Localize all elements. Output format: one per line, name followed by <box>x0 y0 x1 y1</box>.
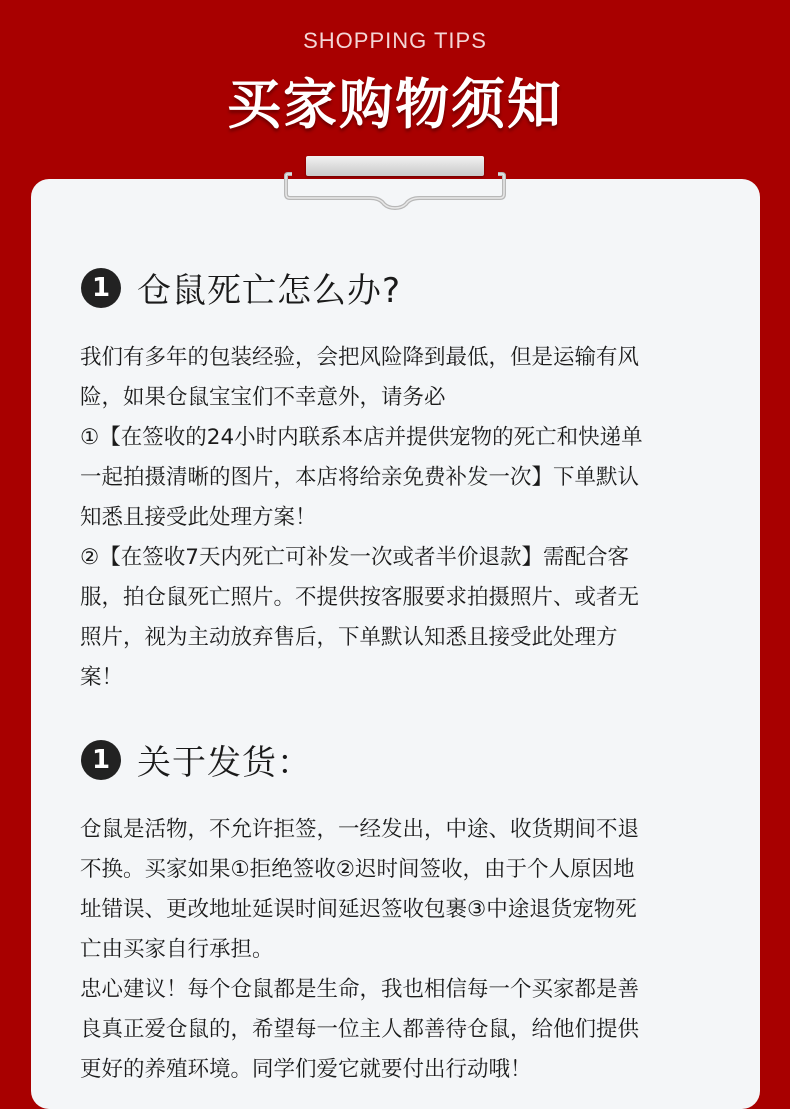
section-number-badge: 1 <box>81 740 121 780</box>
body-line: 我们有多年的包装经验，会把风险降到最低，但是运输有风 <box>80 345 640 370</box>
section-body-shipping <box>80 810 710 1090</box>
section-heading-dead-hamster <box>81 263 401 312</box>
body-line: 险，如果仓鼠宝宝们不幸意外，请务必 <box>80 385 446 410</box>
body-line: 忠心建议！每个仓鼠都是生命，我也相信每一个买家都是善 <box>80 977 640 1002</box>
body-line: 知悉且接受此处理方案！ <box>80 505 317 530</box>
section-heading-shipping <box>81 735 312 784</box>
body-line: 良真正爱仓鼠的，希望每一位主人都善待仓鼠，给他们提供 <box>80 1017 640 1042</box>
page-header <box>0 0 790 180</box>
section-title: 仓鼠死亡怎么办? <box>137 271 402 311</box>
body-line: 不换。买家如果①拒绝签收②迟时间签收，由于个人原因地 <box>80 857 635 882</box>
page-title: 买家购物须知 <box>227 73 563 136</box>
clipboard-clip-icon <box>284 168 506 212</box>
body-line: ②【在签收7天内死亡可补发一次或者半价退款】需配合客 <box>80 545 629 570</box>
section-title: 关于发货： <box>137 743 312 783</box>
page-subtitle: SHOPPING TIPS <box>303 28 487 53</box>
body-line: 照片，视为主动放弃售后，下单默认知悉且接受此处理方 <box>80 625 618 650</box>
body-line: 更好的养殖环境。同学们爱它就要付出行动哦！ <box>80 1057 532 1082</box>
body-line: 仓鼠是活物，不允许拒签，一经发出，中途、收货期间不退 <box>80 817 640 842</box>
body-line: 址错误、更改地址延误时间延迟签收包裹③中途退货宠物死 <box>80 897 637 922</box>
body-line: 服，拍仓鼠死亡照片。不提供按客服要求拍摄照片、或者无 <box>80 585 640 610</box>
section-body-dead-hamster <box>80 338 710 698</box>
body-line: 一起拍摄清晰的图片，本店将给亲免费补发一次】下单默认 <box>80 465 640 490</box>
body-line: 案！ <box>80 665 124 690</box>
body-line: 亡由买家自行承担。 <box>80 937 274 962</box>
section-number-badge: 1 <box>81 268 121 308</box>
body-line: ①【在签收的24小时内联系本店并提供宠物的死亡和快递单 <box>80 425 643 450</box>
